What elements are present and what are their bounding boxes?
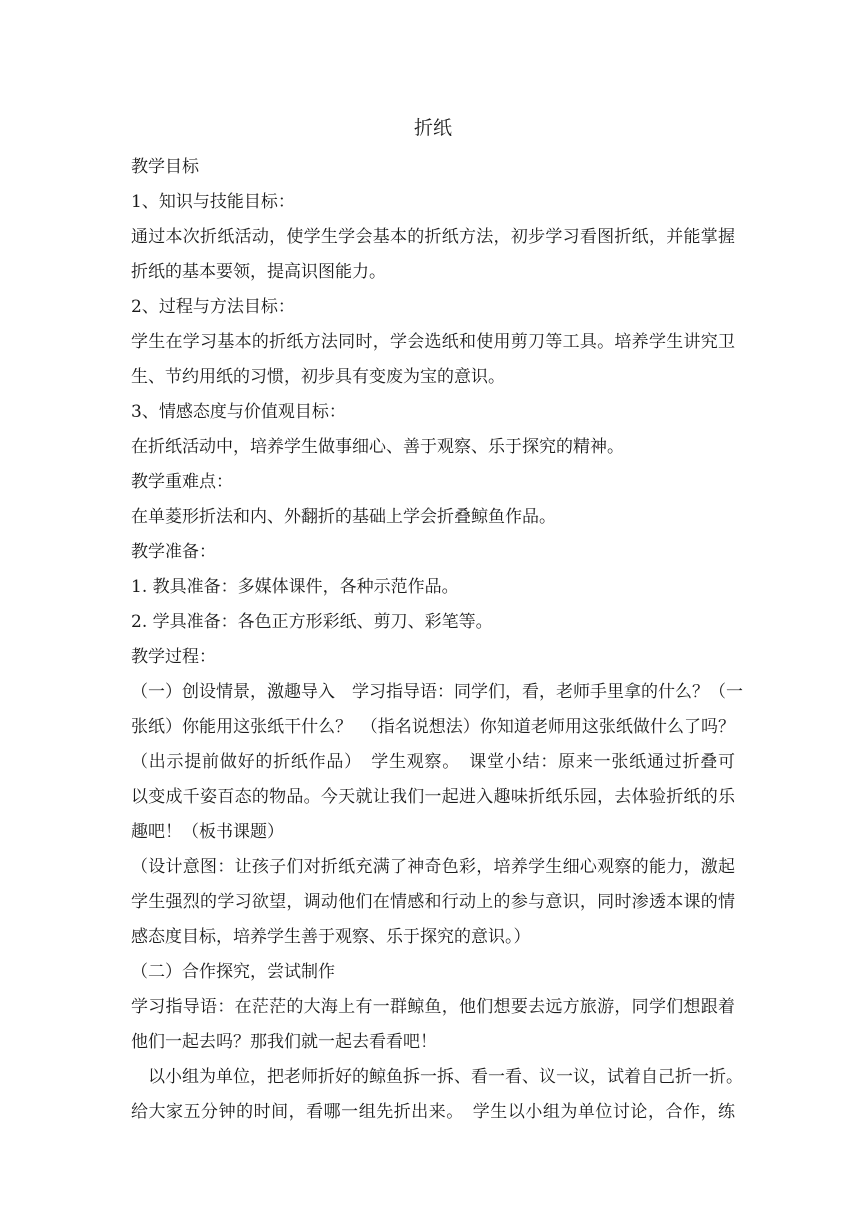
text-line: 趣吧！（板书课题） bbox=[131, 822, 284, 842]
text-line: 1、知识与技能目标： bbox=[131, 192, 295, 212]
text-line: 在单菱形折法和内、外翻折的基础上学会折叠鲸鱼作品。 bbox=[131, 507, 556, 527]
text-line: 感态度目标，培养学生善于观察、乐于探究的意识。） bbox=[131, 927, 531, 947]
text-line: 教学过程： bbox=[131, 647, 216, 667]
text-line: 3、情感态度与价值观目标： bbox=[131, 402, 346, 422]
text-line: 学生在学习基本的折纸方法同时，学会选纸和使用剪刀等工具。培养学生讲究卫 bbox=[131, 332, 735, 352]
text-line: 在折纸活动中，培养学生做事细心、善于观察、乐于探究的精神。 bbox=[131, 437, 624, 457]
text-line: 1. 教具准备：多媒体课件，各种示范作品。 bbox=[131, 577, 459, 597]
text-line: （设计意图：让孩子们对折纸充满了神奇色彩，培养学生细心观察的能力，激起 bbox=[131, 857, 735, 877]
text-line: 通过本次折纸活动，使学生学会基本的折纸方法，初步学习看图折纸，并能掌握 bbox=[131, 227, 735, 247]
text-line: 学生强烈的学习欲望，调动他们在情感和行动上的参与意识，同时渗透本课的情 bbox=[131, 892, 735, 912]
document-body bbox=[131, 150, 743, 1130]
text-line: 学习指导语：在茫茫的大海上有一群鲸鱼，他们想要去远方旅游，同学们想跟着 bbox=[131, 997, 735, 1017]
text-line: 教学重难点： bbox=[131, 472, 233, 492]
text-line: 他们一起去吗？那我们就一起去看看吧！ bbox=[131, 1032, 437, 1052]
text-line: （一）创设情景，激趣导入 学习指导语：同学们，看，老师手里拿的什么？（一 bbox=[131, 682, 743, 702]
text-line: 2、过程与方法目标： bbox=[131, 297, 295, 317]
text-line: 教学准备： bbox=[131, 542, 216, 562]
text-line: 教学目标 bbox=[131, 157, 199, 177]
text-line: 给大家五分钟的时间，看哪一组先折出来。 学生以小组为单位讨论，合作，练 bbox=[131, 1102, 735, 1122]
text-line: 生、节约用纸的习惯，初步具有变废为宝的意识。 bbox=[131, 367, 505, 387]
text-line: （二）合作探究，尝试制作 bbox=[131, 962, 335, 982]
text-line: 以小组为单位，把老师折好的鲸鱼拆一拆、看一看、议一议，试着自己折一折。 bbox=[131, 1067, 743, 1087]
text-line: （出示提前做好的折纸作品） 学生观察。 课堂小结：原来一张纸通过折叠可 bbox=[131, 752, 735, 772]
text-line: 2. 学具准备：各色正方形彩纸、剪刀、彩笔等。 bbox=[131, 612, 493, 632]
text-line: 折纸的基本要领，提高识图能力。 bbox=[131, 262, 386, 282]
text-line: 张纸）你能用这张纸干什么？ （指名说想法）你知道老师用这张纸做什么了吗？ bbox=[131, 717, 735, 737]
text-line: 以变成千姿百态的物品。今天就让我们一起进入趣味折纸乐园，去体验折纸的乐 bbox=[131, 787, 735, 807]
document-title: 折纸 bbox=[413, 117, 452, 139]
